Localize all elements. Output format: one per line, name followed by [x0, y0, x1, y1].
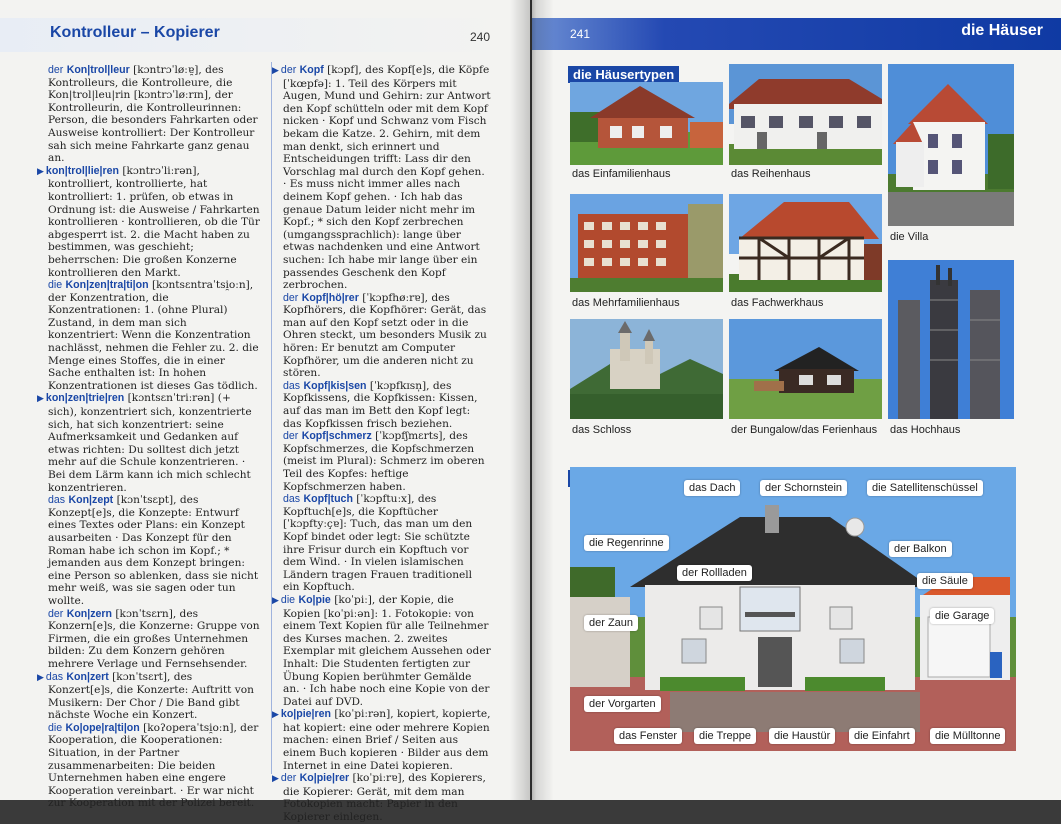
caption-house-type: das Hochhaus — [890, 424, 961, 436]
left-page-header — [0, 18, 500, 52]
entry-definition: [kɔnˈtsɛpt], des Konzept[e]s, die Konzepte: Entwurf eines Textes oder Plans: ein Konzept ausarbeiten · Das Konzept für den Roman habe ich schon im Kopf.; * jemanden aus dem Konzept bringen: eine Person so ablenken, dass sie nicht mehr weiß, was sie sagen oder tun wollte. — [48, 494, 259, 607]
entry-headword: Kopf|tuch — [303, 493, 353, 506]
entry-marker-icon: ▶ — [272, 710, 279, 721]
label-house-part: die Treppe — [694, 728, 756, 744]
entry-article: der — [283, 291, 299, 304]
entry-headword: Ko|pie — [298, 593, 331, 606]
photo-hochhaus — [888, 260, 1014, 419]
entry-headword: Kon|zern — [66, 607, 113, 620]
entry-definition: [kɔpf], des Kopf[e]s, die Köpfe [ˈkœpfə]: 1. Teil des Körpers mit Augen, Mund und Gehirn: zur Antwort den Kopf schütteln oder mit dem Kopf nicken · Kopf und Schwanz vom Fisch bekam die Katze. 2. Gehirn, mit dem man denkt, sich erinnert und Entscheidungen trifft: Lass dir den Vorschlag mal durch den Kopf gehen. · Es muss nicht immer alles nach deinem Kopf gehen. · Ich hab das genaue Datum leider nicht mehr im Kopf.; * sich den Kopf zerbrechen (umgangssprachlich): lange über etwas nachdenken und eine Antwort suchen: Ich habe mir lange über ein passendes Geschenk den Kopf zerbrochen. — [283, 64, 491, 292]
entry-definition: [ˈkɔpfʃmɛrts], des Kopfschmerzes, die Kopfschmerzen (meist im Plural): Schmerz im oberen Teil des Kopfes: heftige Kopfschmerzen haben. — [283, 430, 485, 493]
entry-marker-icon: ▶ — [272, 595, 279, 606]
entry-marker-icon: ▶ — [272, 774, 279, 785]
dictionary-entry — [48, 722, 260, 810]
label-house-part: die Mülltonne — [930, 728, 1005, 744]
label-house-part: der Schornstein — [760, 480, 847, 496]
section-title-house-types: die Häusertypen — [568, 66, 679, 83]
label-house-part: die Regenrinne — [584, 535, 669, 551]
entry-marker-icon: ▶ — [37, 166, 44, 177]
dictionary-entry — [37, 164, 260, 279]
entry-headword: Ko|pie|rer — [299, 772, 350, 785]
entry-headword: Kon|zert — [66, 670, 109, 683]
dictionary-entry — [272, 64, 491, 292]
dictionary-entry — [283, 292, 491, 380]
entry-definition: [ˈkɔpftuːx], des Kopftuch[e]s, die Kopftücher [ˈkɔpftyːçɐ]: Tuch, das man um den Kopf bindet oder legt: Sie schützte ihre Frisur durch ein Kopftuch vor dem Wind. · In vielen islamischen Ländern tragen Frauen traditionell ein Kopftuch. — [283, 493, 473, 594]
label-house-part: das Dach — [684, 480, 740, 496]
entry-definition: [koˈpiː], der Kopie, die Kopien [koˈpiːən]: 1. Fotokopie: von einem Text Kopien für alle Teilnehmer des Kurses machen. 2. zweites Exemplar mit gleichem Aussehen oder Inhalt: Die Studenten fertigten zur Übung Kopien berühmter Gemälde an. · Ich habe noch eine Kopie von der Datei auf DVD. — [283, 593, 491, 708]
right-page-header — [532, 18, 1061, 50]
entry-article: die — [48, 721, 63, 734]
entry-marker-icon: ▶ — [37, 394, 44, 405]
entry-article: der — [280, 772, 297, 785]
entry-definition: [koˈpiːrɐ], des Kopierers, die Kopierer: Gerät, mit dem man Fotokopien macht: Papier in den Kopierer einlegen. — [283, 772, 486, 824]
dictionary-entry — [272, 593, 491, 708]
entry-headword: Kon|trol|leur — [66, 64, 130, 76]
label-house-part: der Rollladen — [677, 565, 752, 581]
left-page — [0, 0, 530, 824]
label-house-part: die Haustür — [769, 728, 835, 744]
photo-fachwerkhaus — [729, 194, 882, 292]
entry-definition: [kɔnˈtsɛrt], des Konzert[e]s, die Konzerte: Auftritt von Musikern: Der Chor / Die Band gibt nächste Woche ein Konzert. — [48, 670, 254, 722]
entry-headword: Kopf|schmerz — [301, 430, 372, 443]
entry-article: das — [48, 494, 66, 507]
entry-definition: [kɔntsɛnˈtriːrən] (+ sich), konzentriert sich, konzentrierte sich, hat sich konzentriert: seine Aufmerksamkeit und Gedanken auf etwas richten: Du solltest dich jetzt mehr auf die Schule konzentrieren. · Bei dem Lärm kann ich mich schlecht konzentrieren. — [48, 392, 252, 494]
photo-villa — [888, 64, 1014, 226]
entry-definition: [kɔntsɛntraˈtsi̯oːn], der Konzentration, die Konzentrationen: 1. (ohne Plural) Zustand, in dem man sich konzentriert: Wenn die Konzentration nachlässt, nehmen die Fehler zu. 2. die Menge eines Stoffes, die in einer Sache enthalten ist: In hohen Konzentrationen ist dieses Gas tödlich. — [48, 279, 259, 392]
entry-article: das — [283, 379, 301, 392]
caption-house-type: die Villa — [890, 231, 929, 243]
entry-definition: [ˈkɔpfkɪsn̩], des Kopfkissens, die Kopfkissen: Kissen, auf das man im Bett den Kopf legt: das Kopfkissen frisch beziehen. — [283, 379, 478, 430]
dictionary-entry — [283, 493, 491, 594]
photo-einfamilienhaus — [570, 82, 723, 165]
entry-article: das — [45, 670, 64, 683]
photo-bungalow — [729, 319, 882, 419]
entry-definition: [koʔoperaˈtsi̯oːn], der Kooperation, die Kooperationen: Situation, in der Partner zusammenarbeiten: Die beiden Unternehmen haben eine engere Kooperation vereinbart. · Er war nicht zur Kooperation mit der Polizei bereit. — [48, 721, 259, 810]
dictionary-entry — [37, 392, 260, 494]
label-house-part: der Vorgarten — [584, 696, 661, 712]
entry-headword: Ko|ope|ra|ti|on — [65, 721, 140, 734]
label-house-part: die Garage — [930, 608, 994, 624]
left-page-number: 240 — [469, 30, 490, 44]
entry-marker-icon: ▶ — [272, 66, 279, 76]
column-divider — [271, 62, 272, 774]
dictionary-column-1 — [37, 64, 260, 810]
photo-schloss — [570, 319, 723, 419]
photo-mehrfamilienhaus — [570, 194, 723, 292]
dictionary-entry — [283, 380, 491, 430]
entry-definition: [kɔntrɔˈløːɐ̯], des Kontrolleurs, die Kontrolleure, die Kon|trol|leu|rin [kɔntrɔˈløːrɪn], der Kontrolleurin, die Kontrolleurinnen: Person, die besonders Fahrkarten oder Ausweise kontrolliert: Der Kontrolleur sah sich meine Fahrkarte ganz genau an. — [48, 64, 258, 165]
dictionary-entry — [272, 772, 491, 824]
dictionary-entry — [48, 64, 260, 165]
left-page-title: Kontrolleur – Kopierer — [50, 24, 220, 41]
label-house-part: die Satellitenschüssel — [867, 480, 983, 496]
label-house-part: der Balkon — [889, 541, 952, 557]
label-house-part: das Fenster — [614, 728, 682, 744]
right-page-number: 241 — [570, 27, 591, 41]
caption-house-type: das Einfamilienhaus — [572, 168, 671, 180]
entry-article: das — [283, 493, 301, 506]
entry-definition: [kɔntrɔˈliːrən], kontrolliert, kontrollierte, hat kontrolliert: 1. prüfen, ob etwas in Ordnung ist: die Ausweise / Fahrkarten kontrollieren · kontrollieren, ob die Tür abgesperrt ist. 2. die Macht haben zu bestimmen, was geschieht; beherrschen: Die großen Konzerne kontrollieren den Markt. — [48, 164, 260, 279]
entry-headword: Kopf|kis|sen — [303, 379, 367, 392]
dictionary-entry — [37, 670, 260, 722]
dictionary-entry — [48, 279, 260, 392]
entry-article: die — [48, 279, 63, 292]
entry-definition: [kɔnˈtsɛrn], des Konzern[e]s, die Konzerne: Gruppe von Firmen, die ein großes Unternehmen bilden: Zu dem Konzern gehören mehrere Verlage und Fernsehsender. — [48, 607, 260, 670]
caption-house-type: das Reihenhaus — [731, 168, 811, 180]
entry-headword: Kopf|hö|rer — [301, 291, 359, 304]
entry-article: der — [283, 430, 299, 443]
entry-headword: Kon|zept — [68, 494, 114, 507]
entry-headword: Kopf — [299, 64, 324, 76]
label-house-part: der Zaun — [584, 615, 638, 631]
entry-definition: [ˈkɔpfhøːrɐ], des Kopfhörers, die Kopfhörer: Gerät, das man auf den Kopf setzt oder in die Ohren steckt, um besonders Musik zu hören: Er benutzt am Computer Kopfhörer, um die anderen nicht zu stören. — [283, 291, 487, 380]
photo-reihenhaus — [729, 64, 882, 165]
dictionary-entry — [272, 708, 491, 772]
caption-house-type: das Schloss — [572, 424, 632, 436]
label-house-part: die Säule — [917, 573, 973, 589]
entry-article: der — [280, 64, 297, 76]
label-house-part: die Einfahrt — [849, 728, 915, 744]
dictionary-entry — [48, 608, 260, 671]
caption-house-type: der Bungalow/das Ferienhaus — [731, 424, 878, 436]
right-page-title: die Häuser — [961, 22, 1043, 39]
entry-article: die — [280, 593, 296, 606]
entry-marker-icon: ▶ — [37, 672, 44, 683]
dictionary-entry — [283, 430, 491, 493]
entry-headword: ko|pie|ren — [280, 708, 332, 721]
entry-article: der — [48, 607, 64, 620]
caption-house-type: das Fachwerkhaus — [731, 297, 824, 309]
entry-headword: Kon|zen|tra|ti|on — [65, 279, 149, 292]
entry-article: der — [48, 64, 64, 76]
dictionary-entry — [48, 494, 260, 607]
dictionary-column-2 — [272, 64, 491, 824]
right-page — [532, 0, 1061, 800]
entry-definition: [koˈpiːrən], kopiert, kopierte, hat kopiert: eine oder mehrere Kopien machen: einen Brief / Seiten aus einem Buch kopieren · Bilder aus dem Internet in eine Datei kopieren. — [283, 708, 491, 772]
caption-house-type: das Mehrfamilienhaus — [572, 297, 680, 309]
entry-headword: kon|trol|lie|ren — [45, 164, 119, 177]
entry-headword: kon|zen|trie|ren — [45, 392, 125, 405]
